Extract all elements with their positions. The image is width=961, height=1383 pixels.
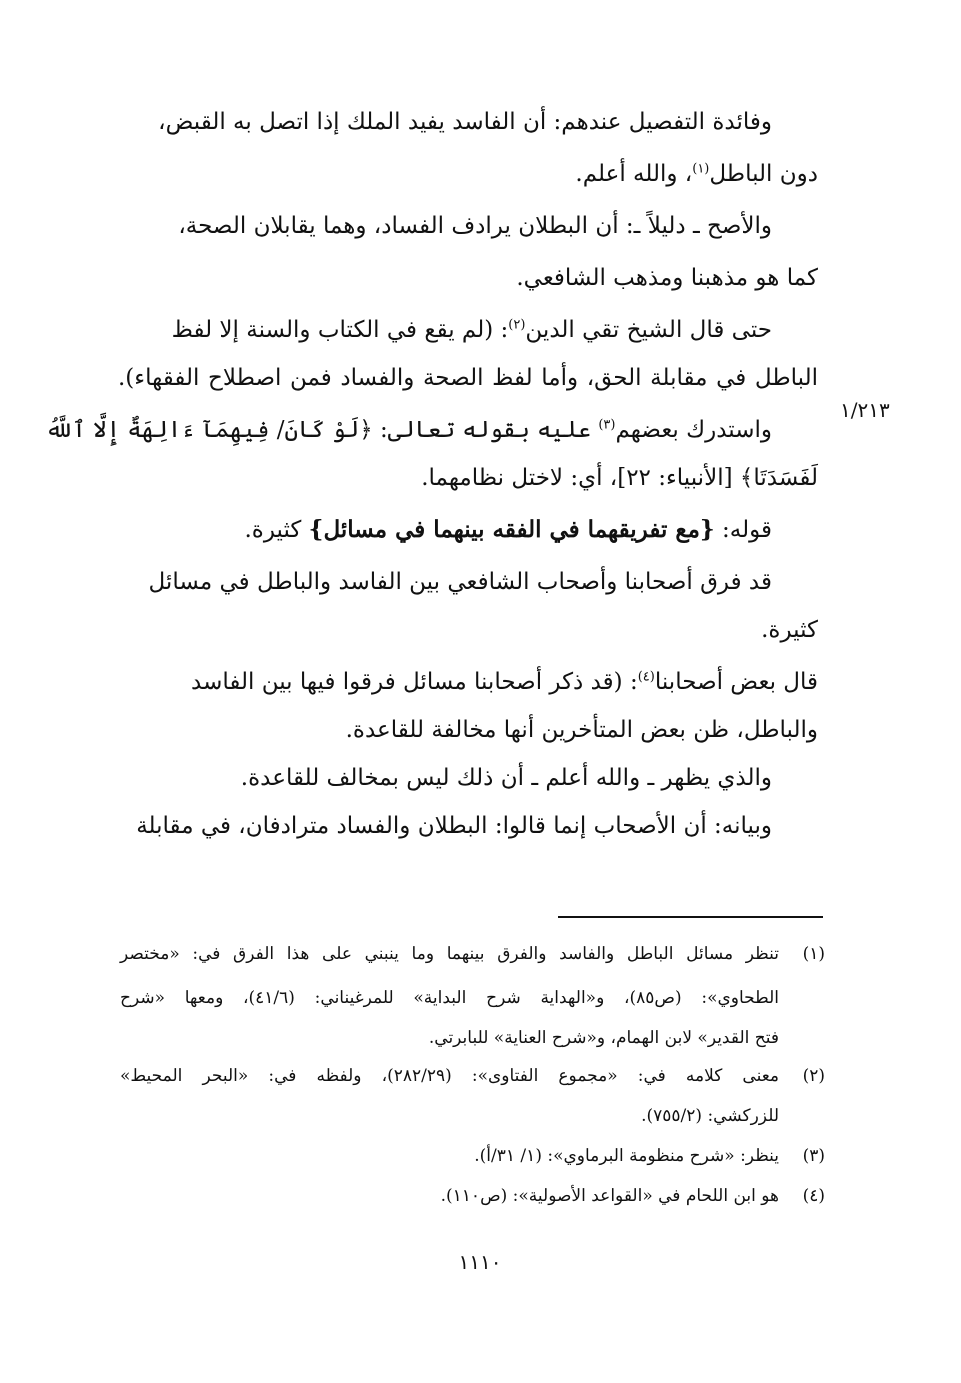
footnote-number: (١) xyxy=(802,944,825,964)
text-line: دون الباطل$^{(١)}$، والله أعلم. xyxy=(575,161,818,187)
text-line: حتى قال الشيخ تقي الدين$^{(٢)}$: (لم يقع في الكتاب والسنة إلا لفظ xyxy=(171,317,772,343)
footnote-ref[interactable]: (١) xyxy=(692,161,710,177)
text-line: والأصح ـ دليلاً ـ: أن البطلان يرادف الفساد، وهما يقابلان الصحة، xyxy=(178,213,772,239)
text-line: واستدرك بعضهم$^{(٣)}$ عليه بقوله تعالى: ﴿لَوْ كَانَ/ فِيهِمَآ ءَالِهَةٌ إِلَّا ٱللَّهُ xyxy=(45,417,772,443)
footnote-line: فتح القدير» لابن الهمام، و«شرح العناية» للبابرتي. xyxy=(428,1028,779,1048)
manuscript-page-ref: ١/٢١٣ xyxy=(840,398,890,422)
page-number: ١١١٠ xyxy=(458,1250,502,1274)
footnote-ref[interactable]: (٢) xyxy=(508,317,526,333)
footnote-line: معنى كلامه في: «مجموع الفتاوى»: (٢٨٢/٢٩)، ولفظه في: «البحر المحيط» xyxy=(120,1066,779,1086)
footnote-line: هو ابن اللحام في «القواعد الأصولية»: (ص١١٠). xyxy=(440,1186,779,1206)
text-line: وبيانه: أن الأصحاب إنما قالوا: البطلان والفساد مترادفان، في مقابلة xyxy=(136,813,772,839)
footnote-number: (٤) xyxy=(802,1186,825,1206)
footnote-separator xyxy=(558,916,823,918)
text-line: قد فرق أصحابنا وأصحاب الشافعي بين الفاسد والباطل في مسائل xyxy=(148,569,772,595)
footnote-line: ينظر: «شرح منظومة البرماوي»: (١/ ٣١/أ). xyxy=(474,1146,779,1166)
text-line: قال بعض أصحابنا$^{(٤)}$: (قد ذكر أصحابنا مسائل فرقوا فيها بين الفاسد xyxy=(191,669,818,695)
footnote-number: (٢) xyxy=(802,1066,825,1086)
text-line: كما هو مذهبنا ومذهب الشافعي. xyxy=(516,265,818,291)
quoted-matn: {مع تفريقهما في الفقه بينهما في مسائل} xyxy=(308,516,715,543)
text-line: كثيرة. xyxy=(761,617,818,643)
footnote-ref[interactable]: (٣) xyxy=(598,417,616,433)
footnote-number: (٣) xyxy=(802,1146,825,1166)
footnote-line: تنظر مسائل الباطل والفاسد والفرق بينهما وما ينبني على هذا الفرق في: «مختصر xyxy=(120,944,779,964)
text-line: لَفَسَدَتَا﴾ [الأنبياء: ٢٢]، أي: لاختل نظامهما. xyxy=(421,465,818,491)
text-line: والباطل، ظن بعض المتأخرين أنها مخالفة للقاعدة. xyxy=(345,717,818,743)
footnote-line: الطحاوي»: (ص٨٥)، و«الهداية شرح البداية» للمرغيناني: (٤١/٦)، ومعها «شرح xyxy=(120,988,780,1008)
text-line: والذي يظهر ـ والله أعلم ـ أن ذلك ليس بمخالف للقاعدة. xyxy=(240,765,772,791)
footnote-ref[interactable]: (٤) xyxy=(637,669,655,685)
text-line: قوله: {مع تفريقهما في الفقه بينهما في مسائل} كثيرة. xyxy=(244,516,772,543)
footnote-line: للزركشي: (٧٥٥/٢). xyxy=(641,1106,779,1126)
text-line: الباطل في مقابلة الحق، وأما لفظ الصحة والفساد فمن اصطلاح الفقهاء). xyxy=(118,365,818,391)
text-line: وفائدة التفصيل عندهم: أن الفاسد يفيد الملك إذا اتصل به القبض، xyxy=(158,109,772,135)
